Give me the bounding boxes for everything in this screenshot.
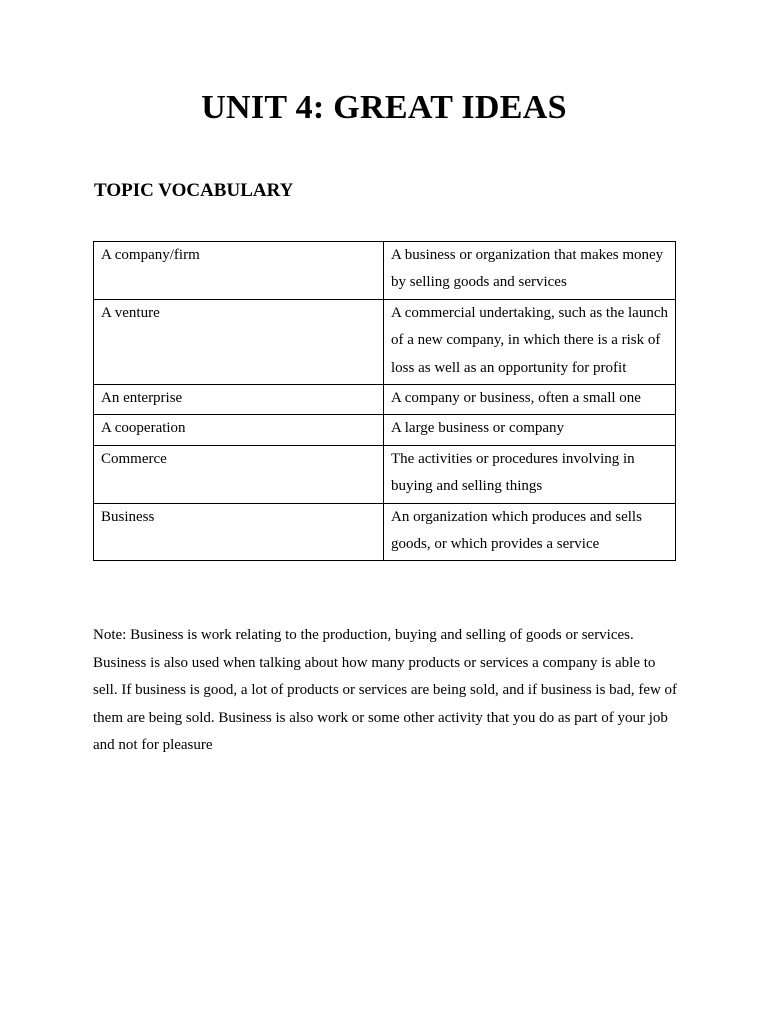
note-paragraph: Note: Business is work relating to the production, buying and selling of goods or services. Business is also used when talking about how many products or services a company is able to sell. If business is good, a lot of products or services are being sold, and if business is bad, few of them are being sold. Business is also work or some other activity that you do as part of your job and not for pleasure — [93, 627, 678, 753]
page-title: UNIT 4: GREAT IDEAS — [201, 89, 567, 126]
vocab-term: Commerce — [94, 445, 384, 503]
vocab-definition: A large business or company — [384, 415, 676, 445]
vocab-definition: An organization which produces and sells goods, or which provides a service — [384, 503, 676, 561]
table-row — [94, 299, 676, 384]
vocab-definition: The activities or procedures involving in buying and selling things — [384, 445, 676, 503]
vocab-definition: A company or business, often a small one — [384, 385, 676, 415]
table-row — [94, 242, 676, 300]
table-row — [94, 503, 676, 561]
vocab-term: A company/firm — [94, 242, 384, 300]
table-row — [94, 385, 676, 415]
vocab-definition: A business or organization that makes money by selling goods and services — [384, 242, 676, 300]
table-row — [94, 445, 676, 503]
vocab-term: An enterprise — [94, 385, 384, 415]
vocabulary-table — [93, 241, 676, 561]
table-row — [94, 415, 676, 445]
vocab-term: A cooperation — [94, 415, 384, 445]
section-heading: TOPIC VOCABULARY — [94, 180, 294, 201]
vocab-term: Business — [94, 503, 384, 561]
vocab-term: A venture — [94, 299, 384, 384]
vocab-definition: A commercial undertaking, such as the launch of a new company, in which there is a risk of loss as well as an opportunity for profit — [384, 299, 676, 384]
